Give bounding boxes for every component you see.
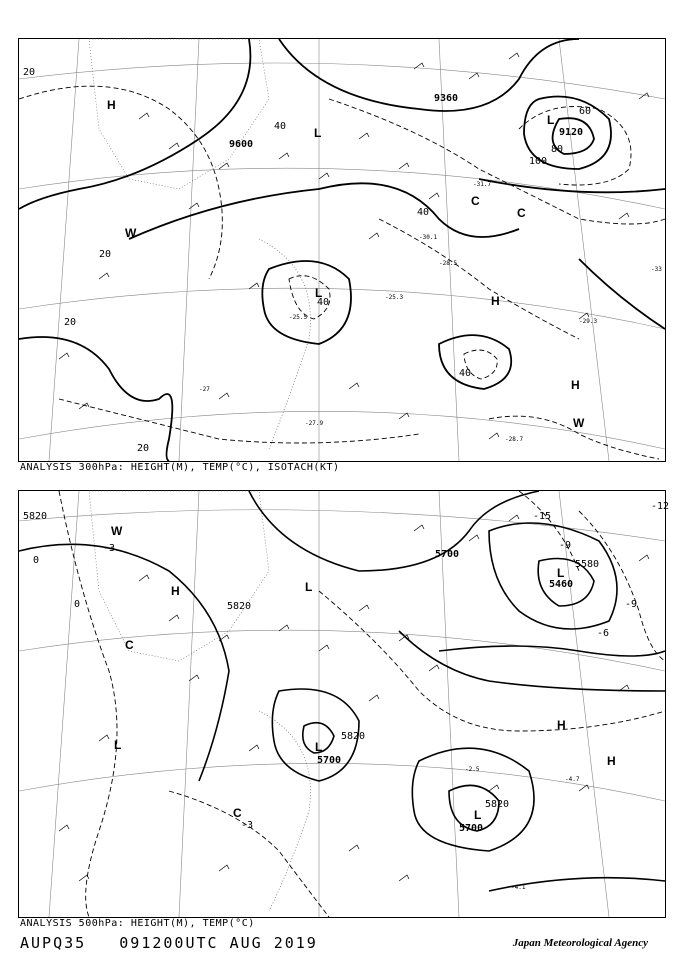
height-label: 5700 — [435, 549, 460, 560]
low-center: L — [315, 740, 323, 754]
isotach-label: 100 — [529, 156, 548, 167]
warm-center: W — [111, 524, 123, 538]
low-center: L — [114, 738, 122, 752]
low-center: L — [305, 580, 313, 594]
height-label: 5700 — [459, 823, 484, 834]
isotach-label: 20 — [137, 443, 150, 454]
isotach-label: 40 — [274, 121, 287, 132]
low-center: L — [547, 113, 555, 127]
height-label: 5700 — [317, 755, 342, 766]
height-label: 5820 — [227, 601, 252, 612]
land-region — [89, 491, 269, 661]
temp-label: -30.1 — [419, 234, 438, 241]
chart-300hpa — [18, 38, 666, 462]
height-label: 9360 — [434, 93, 459, 104]
temp-label: -6 — [597, 628, 610, 639]
temp-label: -27.9 — [305, 420, 324, 427]
temp-label: -29.3 — [579, 318, 598, 325]
height-contours — [19, 491, 665, 891]
agency-name: Japan Meteorological Agency — [512, 937, 648, 949]
cold-center: C — [233, 806, 242, 820]
cold-center: C — [125, 638, 134, 652]
isotach-label: 80 — [551, 144, 564, 155]
temp-label: -12 — [651, 501, 670, 512]
isotach-label: 20 — [99, 249, 112, 260]
temp-label: -4.1 — [511, 884, 526, 891]
temp-label: -27 — [199, 386, 210, 393]
low-center: L — [474, 808, 482, 822]
isotach-label: 40 — [317, 297, 330, 308]
low-center: L — [557, 566, 565, 580]
graticule — [19, 39, 665, 461]
high-center: H — [107, 98, 116, 112]
high-center: H — [571, 378, 580, 392]
high-center: H — [607, 754, 616, 768]
warm-center: W — [125, 226, 137, 240]
temp-label: -9 — [559, 540, 572, 551]
high-center: H — [557, 718, 566, 732]
isotach-label: 20 — [23, 67, 36, 78]
temp-label: -3 — [103, 543, 116, 554]
height-label: 9120 — [559, 127, 584, 138]
temp-label: -2.5 — [465, 766, 480, 773]
temp-label: -28.7 — [505, 436, 524, 443]
low-center: L — [314, 126, 322, 140]
temp-contours — [59, 491, 665, 917]
isotach-label: 40 — [417, 207, 430, 218]
isotach-label: 20 — [64, 317, 77, 328]
temp-label: -9 — [625, 599, 638, 610]
map-300hpa — [19, 39, 665, 461]
chart-500hpa — [18, 490, 670, 918]
chart-300hpa-caption: ANALYSIS 300hPa: HEIGHT(M), TEMP(°C), ISOTACH(KT) — [20, 462, 340, 473]
chart-500hpa-caption: ANALYSIS 500hPa: HEIGHT(M), TEMP(°C) — [20, 918, 255, 929]
isotach-label: 60 — [579, 106, 592, 117]
valid-datetime: 091200UTC AUG 2019 — [119, 934, 318, 952]
temp-label: -15 — [533, 511, 552, 522]
cold-center: C — [517, 206, 526, 220]
temp-label: -3 — [241, 820, 254, 831]
temp-label: -31.7 — [473, 181, 492, 188]
warm-center: W — [573, 416, 585, 430]
chart-code: AUPQ35 — [20, 934, 87, 952]
map-500hpa — [19, 491, 670, 917]
height-label: 5820 — [485, 799, 510, 810]
height-label: 5820 — [23, 511, 48, 522]
temp-label: -4.7 — [565, 776, 580, 783]
height-label: 9600 — [229, 139, 254, 150]
temp-label: -25.3 — [385, 294, 404, 301]
wind-barbs — [59, 53, 649, 439]
coastline — [259, 239, 310, 449]
low-center: L — [315, 286, 323, 300]
temp-label: -28.5 — [439, 260, 458, 267]
temp-label: 0 — [33, 555, 40, 566]
temp-label: 0 — [74, 599, 81, 610]
isotach-label: 40 — [459, 368, 472, 379]
temp-label: -33 — [651, 266, 662, 273]
high-center: H — [491, 294, 500, 308]
height-label: 5580 — [575, 559, 600, 570]
height-label: 5460 — [549, 579, 574, 590]
height-contours — [19, 39, 665, 461]
high-center: H — [171, 584, 180, 598]
chart-id-and-time — [20, 934, 318, 952]
height-label: 5820 — [341, 731, 366, 742]
land-region — [89, 39, 269, 189]
cold-center: C — [471, 194, 480, 208]
temp-label: -25.5 — [289, 314, 308, 321]
